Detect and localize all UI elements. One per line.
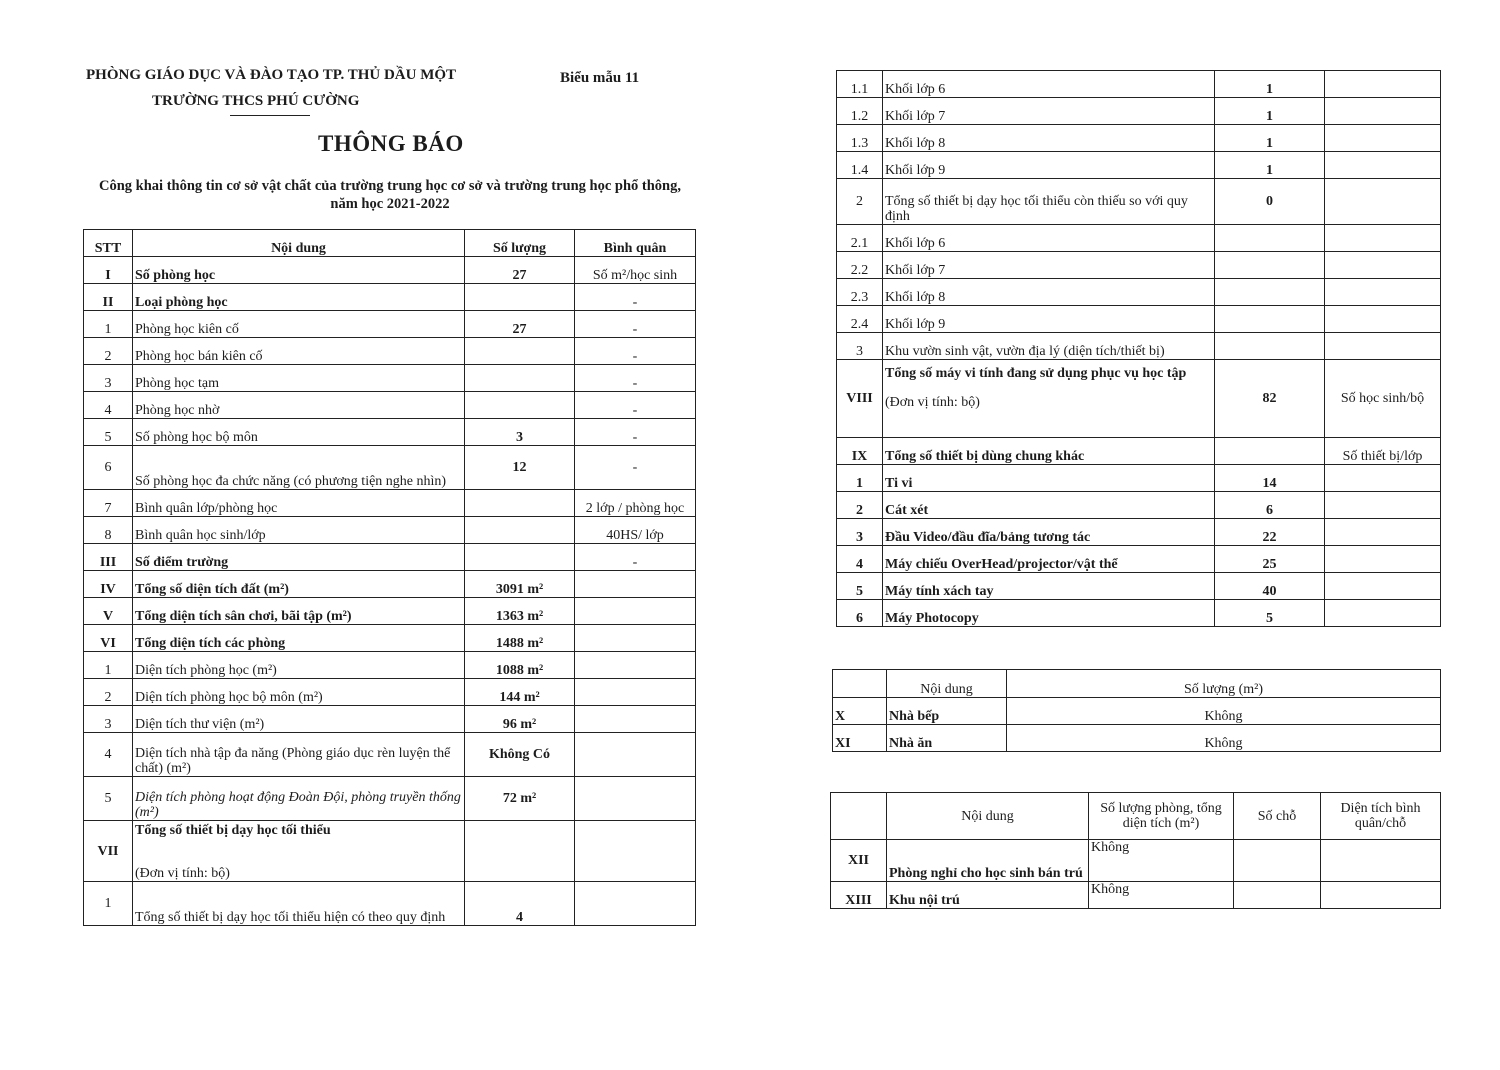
cell-stt: XIII <box>831 882 887 909</box>
cell-content: Máy Photocopy <box>883 600 1215 627</box>
cell-qty: Không <box>1007 698 1441 725</box>
cell-stt: 7 <box>84 490 133 517</box>
header-qty: Số lượng phòng, tổng diện tích (m²) <box>1089 793 1234 840</box>
cell-avg <box>1325 98 1441 125</box>
cell-avg <box>575 571 696 598</box>
cell-avg <box>1325 333 1441 360</box>
cell-qty <box>465 490 575 517</box>
cell-qty <box>1215 438 1325 465</box>
table-row <box>837 600 1441 627</box>
cell-content: Khối lớp 8 <box>883 125 1215 152</box>
form-number: Biểu mẫu 11 <box>560 70 640 86</box>
cell-content: Số phòng học bộ môn <box>133 419 465 446</box>
cell-stt: V <box>84 598 133 625</box>
table-row <box>84 419 696 446</box>
cell-stt: 1.2 <box>837 98 883 125</box>
cell-qty <box>465 338 575 365</box>
cell-stt: 2.1 <box>837 225 883 252</box>
header-stt <box>833 670 887 698</box>
table-row <box>833 698 1441 725</box>
cell-qty: 82 <box>1215 360 1325 438</box>
cell-qty: 1363 m² <box>465 598 575 625</box>
cell-avg <box>575 882 696 926</box>
cell-content: Phòng học tạm <box>133 365 465 392</box>
cell-qty: 96 m² <box>465 706 575 733</box>
cell-stt: VII <box>84 821 133 882</box>
cell-avg <box>1325 71 1441 98</box>
table-row <box>837 152 1441 179</box>
cell-avg <box>1325 306 1441 333</box>
cell-qty: 3091 m² <box>465 571 575 598</box>
cell-qty: 1488 m² <box>465 625 575 652</box>
cell-avg: Số học sinh/bộ <box>1325 360 1441 438</box>
cell-qty: Không Có <box>465 733 575 777</box>
school-name: TRƯỜNG THCS PHÚ CƯỜNG <box>152 93 360 109</box>
cell-avg <box>1325 125 1441 152</box>
boarding-table <box>830 792 1441 909</box>
cell-content: Diện tích thư viện (m²) <box>133 706 465 733</box>
facilities-table <box>83 229 696 926</box>
cell-qty <box>465 284 575 311</box>
cell-avg: 2 lớp / phòng học <box>575 490 696 517</box>
table-row <box>84 733 696 777</box>
table-row <box>837 465 1441 492</box>
cell-avg <box>1325 600 1441 627</box>
cell-qty: 4 <box>465 882 575 926</box>
cell-stt: XI <box>833 725 887 752</box>
cell-qty: 1 <box>1215 152 1325 179</box>
table-row <box>837 71 1441 98</box>
table-row <box>84 598 696 625</box>
cell-avg <box>1325 465 1441 492</box>
cell-stt: 1.4 <box>837 152 883 179</box>
cell-content: Tổng diện tích sân chơi, bãi tập (m²) <box>133 598 465 625</box>
cell-stt: VIII <box>837 360 883 438</box>
table-row <box>84 571 696 598</box>
cell-content: Diện tích phòng học bộ môn (m²) <box>133 679 465 706</box>
table-row <box>837 438 1441 465</box>
cell-content: Khối lớp 6 <box>883 71 1215 98</box>
cell-avg <box>575 733 696 777</box>
header-seats: Số chỗ <box>1234 793 1321 840</box>
table-row <box>84 284 696 311</box>
table-row <box>84 311 696 338</box>
table-row <box>84 777 696 821</box>
table-row <box>837 333 1441 360</box>
cell-note: (Đơn vị tính: bộ) <box>135 866 230 881</box>
cell-stt: 5 <box>84 419 133 446</box>
cell-avg <box>1325 252 1441 279</box>
cell-qty: 12 <box>465 446 575 490</box>
header-content: Nội dung <box>887 670 1007 698</box>
cell-content: Máy tính xách tay <box>883 573 1215 600</box>
cell-stt: 2.4 <box>837 306 883 333</box>
table-row <box>84 517 696 544</box>
cell-stt: 6 <box>837 600 883 627</box>
cell-content: Phòng học nhờ <box>133 392 465 419</box>
cell-stt: 4 <box>837 546 883 573</box>
table-row <box>837 519 1441 546</box>
cell-content: Khu vườn sinh vật, vườn địa lý (diện tích/thiết bị) <box>883 333 1215 360</box>
cell-stt: 4 <box>84 392 133 419</box>
cell-content: Bình quân học sinh/lớp <box>133 517 465 544</box>
table-row <box>837 306 1441 333</box>
page-subtitle: Công khai thông tin cơ sở vật chất của trường trung học cơ sở và trường trung học phổ thông, năm học 2021-2022 <box>99 178 681 212</box>
cell-qty: 144 m² <box>465 679 575 706</box>
cell-stt: 1 <box>84 882 133 926</box>
cell-content: Diện tích phòng hoạt động Đoàn Đội, phòng truyền thống (m²) <box>133 777 465 821</box>
table-row <box>84 365 696 392</box>
cell-qty: 1088 m² <box>465 652 575 679</box>
cell-qty: 25 <box>1215 546 1325 573</box>
table-row <box>84 490 696 517</box>
cell-content: Máy chiếu OverHead/projector/vật thể <box>883 546 1215 573</box>
table-row <box>84 652 696 679</box>
cell-stt: 5 <box>84 777 133 821</box>
table-row <box>831 882 1441 909</box>
cell-content: Nhà bếp <box>887 698 1007 725</box>
cell-content: Loại phòng học <box>133 284 465 311</box>
cell-avg <box>575 625 696 652</box>
cell-content: Tổng số diện tích đất (m²) <box>133 571 465 598</box>
table-row <box>84 338 696 365</box>
cell-qty <box>1215 306 1325 333</box>
cell-stt: 8 <box>84 517 133 544</box>
cell-avg <box>1321 882 1441 909</box>
table-row <box>84 706 696 733</box>
cell-stt: 6 <box>84 446 133 490</box>
cell-avg <box>575 679 696 706</box>
cell-avg: - <box>575 311 696 338</box>
cell-qty <box>465 392 575 419</box>
cell-qty: 6 <box>1215 492 1325 519</box>
table-row <box>84 446 696 490</box>
cell-content: Số điểm trường <box>133 544 465 571</box>
cell-avg <box>575 652 696 679</box>
cell-stt: 2 <box>84 338 133 365</box>
cell-avg: Số m²/học sinh <box>575 257 696 284</box>
cell-qty: 27 <box>465 311 575 338</box>
cell-stt: 2.3 <box>837 279 883 306</box>
table-row <box>84 679 696 706</box>
table-row <box>837 279 1441 306</box>
cell-content: Khu nội trú <box>887 882 1089 909</box>
table-row <box>84 544 696 571</box>
cell-content: Tổng số thiết bị dạy học tối thiểu còn thiếu so với quy định <box>883 179 1215 225</box>
table-row <box>837 179 1441 225</box>
kitchen-table <box>832 669 1441 752</box>
cell-stt: 4 <box>84 733 133 777</box>
cell-content: Tổng diện tích các phòng <box>133 625 465 652</box>
cell-avg: - <box>575 419 696 446</box>
cell-stt: I <box>84 257 133 284</box>
table-row <box>837 252 1441 279</box>
cell-qty <box>1215 225 1325 252</box>
cell-qty: Không <box>1089 840 1234 882</box>
cell-content <box>883 360 1215 438</box>
cell-qty: Không <box>1007 725 1441 752</box>
header-avg: Diện tích bình quân/chỗ <box>1321 793 1441 840</box>
header-stt <box>831 793 887 840</box>
cell-avg <box>1325 152 1441 179</box>
cell-content: Tổng số thiết bị dùng chung khác <box>883 438 1215 465</box>
cell-content: Diện tích phòng học (m²) <box>133 652 465 679</box>
table-row <box>84 882 696 926</box>
table-row <box>837 360 1441 438</box>
cell-content: Đầu Video/đầu đĩa/bảng tương tác <box>883 519 1215 546</box>
cell-stt: XII <box>831 840 887 882</box>
table-row <box>84 257 696 284</box>
cell-stt: X <box>833 698 887 725</box>
cell-stt: III <box>84 544 133 571</box>
school-underline <box>230 115 310 116</box>
cell-content <box>133 821 465 882</box>
cell-stt: 1 <box>84 652 133 679</box>
department-name: PHÒNG GIÁO DỤC VÀ ĐÀO TẠO TP. THỦ DẦU MỘT <box>86 67 457 83</box>
table-row <box>837 546 1441 573</box>
cell-stt: 2 <box>84 679 133 706</box>
cell-avg <box>575 598 696 625</box>
cell-stt: 2 <box>837 179 883 225</box>
cell-content: Phòng học kiên cố <box>133 311 465 338</box>
cell-avg: - <box>575 338 696 365</box>
cell-content: Khối lớp 7 <box>883 98 1215 125</box>
cell-stt: 1 <box>84 311 133 338</box>
cell-avg <box>1325 179 1441 225</box>
cell-content: Phòng nghỉ cho học sinh bán trú <box>887 840 1089 882</box>
cell-stt: 3 <box>837 519 883 546</box>
cell-stt: 2.2 <box>837 252 883 279</box>
cell-content: Ti vi <box>883 465 1215 492</box>
cell-qty: 72 m² <box>465 777 575 821</box>
cell-stt: VI <box>84 625 133 652</box>
cell-qty <box>1215 279 1325 306</box>
cell-note: (Đơn vị tính: bộ) <box>885 395 980 410</box>
header-stt: STT <box>84 230 133 257</box>
cell-content: Bình quân lớp/phòng học <box>133 490 465 517</box>
cell-qty: Không <box>1089 882 1234 909</box>
cell-qty: 14 <box>1215 465 1325 492</box>
table-row <box>831 840 1441 882</box>
cell-content: Khối lớp 9 <box>883 306 1215 333</box>
cell-qty: 3 <box>465 419 575 446</box>
cell-qty <box>465 365 575 392</box>
cell-qty: 1 <box>1215 98 1325 125</box>
cell-qty <box>1215 333 1325 360</box>
cell-avg <box>1321 840 1441 882</box>
cell-content: Nhà ăn <box>887 725 1007 752</box>
table-row <box>833 725 1441 752</box>
cell-stt: 1 <box>837 465 883 492</box>
cell-avg <box>1325 546 1441 573</box>
cell-qty <box>465 544 575 571</box>
cell-stt: 1.1 <box>837 71 883 98</box>
cell-avg <box>575 821 696 882</box>
cell-content-title: Tổng số máy vi tính đang sử dụng phục vụ học tập <box>885 366 1187 381</box>
cell-qty <box>1215 252 1325 279</box>
table-row <box>837 125 1441 152</box>
cell-stt: 3 <box>837 333 883 360</box>
cell-content-title: Tổng số thiết bị dạy học tối thiểu <box>135 823 331 838</box>
cell-qty: 22 <box>1215 519 1325 546</box>
cell-stt: 2 <box>837 492 883 519</box>
cell-avg <box>1325 279 1441 306</box>
cell-avg: - <box>575 365 696 392</box>
cell-content: Diện tích nhà tập đa năng (Phòng giáo dục rèn luyện thể chất) (m²) <box>133 733 465 777</box>
cell-qty: 27 <box>465 257 575 284</box>
header-content: Nội dung <box>133 230 465 257</box>
cell-stt: 3 <box>84 706 133 733</box>
cell-qty: 1 <box>1215 71 1325 98</box>
table-row <box>837 225 1441 252</box>
table-row <box>837 98 1441 125</box>
header-content: Nội dung <box>887 793 1089 840</box>
cell-avg: - <box>575 284 696 311</box>
cell-stt: 5 <box>837 573 883 600</box>
header-qty: Số lượng <box>465 230 575 257</box>
table-row <box>84 625 696 652</box>
cell-stt: 3 <box>84 365 133 392</box>
cell-content: Khối lớp 8 <box>883 279 1215 306</box>
cell-stt: IV <box>84 571 133 598</box>
page-title: THÔNG BÁO <box>318 131 464 156</box>
cell-content: Số phòng học <box>133 257 465 284</box>
cell-stt: 1.3 <box>837 125 883 152</box>
cell-stt: II <box>84 284 133 311</box>
table-header-row <box>84 230 696 257</box>
cell-avg <box>1325 519 1441 546</box>
cell-avg <box>1325 573 1441 600</box>
equipment-table <box>836 70 1441 627</box>
cell-qty: 1 <box>1215 125 1325 152</box>
cell-content: Tổng số thiết bị dạy học tối thiểu hiện có theo quy định <box>133 882 465 926</box>
cell-avg: - <box>575 446 696 490</box>
cell-seats <box>1234 882 1321 909</box>
cell-content: Số phòng học đa chức năng (có phương tiện nghe nhìn) <box>133 446 465 490</box>
cell-qty: 5 <box>1215 600 1325 627</box>
cell-avg: Số thiết bị/lớp <box>1325 438 1441 465</box>
cell-qty <box>465 821 575 882</box>
header-avg: Bình quân <box>575 230 696 257</box>
cell-avg <box>1325 492 1441 519</box>
table-header-row <box>833 670 1441 698</box>
cell-qty <box>465 517 575 544</box>
cell-avg: - <box>575 392 696 419</box>
cell-avg <box>575 777 696 821</box>
cell-avg <box>575 706 696 733</box>
cell-content: Phòng học bán kiên cố <box>133 338 465 365</box>
table-row <box>84 392 696 419</box>
cell-avg: 40HS/ lớp <box>575 517 696 544</box>
cell-content: Cát xét <box>883 492 1215 519</box>
table-header-row <box>831 793 1441 840</box>
cell-stt: IX <box>837 438 883 465</box>
table-row <box>837 492 1441 519</box>
cell-content: Khối lớp 7 <box>883 252 1215 279</box>
cell-avg: - <box>575 544 696 571</box>
table-row <box>84 821 696 882</box>
cell-qty: 40 <box>1215 573 1325 600</box>
cell-content: Khối lớp 6 <box>883 225 1215 252</box>
header-qty: Số lượng (m²) <box>1007 670 1441 698</box>
cell-qty: 0 <box>1215 179 1325 225</box>
cell-content: Khối lớp 9 <box>883 152 1215 179</box>
cell-avg <box>1325 225 1441 252</box>
table-row <box>837 573 1441 600</box>
cell-seats <box>1234 840 1321 882</box>
